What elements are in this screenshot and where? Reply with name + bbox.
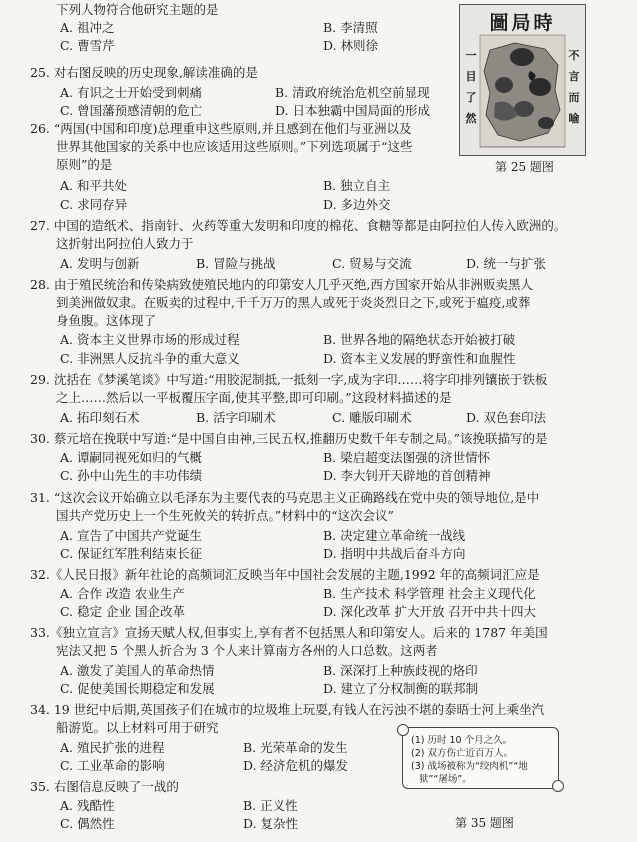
q28-option-d: D. 资本主义发展的野蛮性和血腥性 xyxy=(323,351,516,366)
q35-figure-item-3a: (3) 战场被称为“绞肉机”“地 xyxy=(411,761,528,772)
q30-option-a: A. 谭嗣同视死如归的气概 xyxy=(60,450,202,465)
q35-figure-item-1: (1) 历时 10 个月之久。 xyxy=(411,735,513,746)
q30-option-c: C. 孙中山先生的丰功伟绩 xyxy=(60,468,203,483)
q35-figure-item-2: (2) 双方伤亡近百万人。 xyxy=(411,748,513,759)
q27-option-b: B. 冒险与挑战 xyxy=(196,256,276,271)
q33-line-2: 宪法又把 5 个黑人折合为 3 个人来计算南方各州的人口总数。这两者 xyxy=(56,643,438,658)
q34-option-c: C. 工业革命的影响 xyxy=(60,758,165,773)
q26-line-1: 26. “两国(中国和印度)总理重申这些原则,并且感到在他们与亚洲以及 xyxy=(30,121,412,136)
q31-option-c: C. 保证红军胜利结束长征 xyxy=(60,546,203,561)
q27-option-d: D. 统一与扩张 xyxy=(466,256,547,271)
q32-option-c: C. 稳定 企业 国企改革 xyxy=(60,604,186,619)
q33-line-1: 33.《独立宣言》宣扬天赋人权,但事实上,享有者不包括黑人和印第安人。后来的 1787 年美国 xyxy=(30,625,548,640)
q29-option-a: A. 拓印刻石术 xyxy=(60,410,140,425)
q29-option-b: B. 活字印刷术 xyxy=(196,410,276,425)
q25-figure-illustration xyxy=(460,5,585,155)
q26-option-b: B. 独立自主 xyxy=(323,178,391,193)
q32-option-b: B. 生产技术 科学管理 社会主义现代化 xyxy=(323,586,536,601)
q26-line-2: 世界其他国家的关系中也应该适用这些原则。”下列选项属于“这些 xyxy=(56,139,413,154)
q35-figure-caption: 第 35 题图 xyxy=(455,816,514,830)
q35-option-a: A. 残酷性 xyxy=(60,798,115,813)
q27-option-a: A. 发明与创新 xyxy=(60,256,140,271)
q28-option-a: A. 资本主义世界市场的形成过程 xyxy=(60,332,240,347)
q28-line-1: 28. 由于殖民统治和传染病致使殖民地内的印第安人几乎灭绝,西方国家开始从非洲贩卖黑人 xyxy=(30,277,533,292)
q31-option-d: D. 指明中共战后奋斗方向 xyxy=(323,546,466,561)
scroll-curl-top-left xyxy=(397,724,409,736)
q25-option-b: B. 清政府统治危机空前显现 xyxy=(275,85,430,100)
q31-option-b: B. 决定建立革命统一战线 xyxy=(323,528,466,543)
q34-line-2: 船游览。以上材料可用于研究 xyxy=(56,720,219,735)
q25-stem: 25. 对右图反映的历史现象,解读准确的是 xyxy=(30,65,258,80)
q34-line-1: 34. 19 世纪中后期,英国孩子们在城市的垃圾堆上玩耍,有钱人在污浊不堪的泰晤士河上乘坐汽 xyxy=(30,702,545,717)
q24-option-c: C. 曹雪芹 xyxy=(60,38,115,53)
q24-option-a: A. 祖冲之 xyxy=(60,20,115,35)
q31-line-2: 国共产党历史上一个生死攸关的转折点。”材料中的“这次会议” xyxy=(56,508,394,523)
q33-option-a: A. 激发了美国人的革命热情 xyxy=(60,663,215,678)
q25-option-c: C. 曾国藩预感清朝的危亡 xyxy=(60,103,203,118)
q28-line-3: 身鱼腹。这体现了 xyxy=(56,313,157,328)
q28-option-b: B. 世界各地的隔绝状态开始被打破 xyxy=(323,332,516,347)
q28-option-c: C. 非洲黑人反抗斗争的重大意义 xyxy=(60,351,240,366)
scroll-curl-bottom-right xyxy=(552,780,564,792)
q32-option-a: A. 合作 改造 农业生产 xyxy=(60,586,185,601)
q35-line-1: 35. 右图信息反映了一战的 xyxy=(30,779,179,794)
q31-line-1: 31. “这次会议开始确立以毛泽东为主要代表的马克思主义正确路线在党中央的领导地位,是中 xyxy=(30,490,540,505)
q26-line-3: 原则”的是 xyxy=(56,157,113,172)
q25-figure-left-text: 一 目 了 然 xyxy=(465,49,477,125)
q25-figure-caption: 第 25 题图 xyxy=(495,160,554,174)
q35-figure-scroll xyxy=(402,727,559,789)
q33-option-d: D. 建立了分权制衡的联邦制 xyxy=(323,681,479,696)
q29-option-c: C. 雕版印刷术 xyxy=(332,410,412,425)
q34-option-d: D. 经济危机的爆发 xyxy=(243,758,349,773)
q29-line-2: 之上……然后以一平板覆压字面,使其平整,即可印刷。”这段材料描述的是 xyxy=(56,390,452,405)
q27-line-1: 27. 中国的造纸术、指南针、火药等重大发明和印度的棉花、食糖等都是由阿拉伯人传入欧洲的。 xyxy=(30,218,567,233)
q24-stem: 下列人物符合他研究主题的是 xyxy=(56,2,219,17)
q25-option-d: D. 日本独霸中国局面的形成 xyxy=(275,103,431,118)
q26-option-a: A. 和平共处 xyxy=(60,178,127,193)
q29-line-1: 29. 沈括在《梦溪笔谈》中写道:“用胶泥制抵,一抵刻一字,成为字印……将字印排列镶嵌于铁板 xyxy=(30,372,548,387)
q34-option-b: B. 光荣革命的发生 xyxy=(243,740,348,755)
q27-line-2: 这折射出阿拉伯人致力于 xyxy=(56,236,194,251)
q30-option-b: B. 梁启超变法图强的济世情怀 xyxy=(323,450,491,465)
q35-figure-item-3b: 狱”“屠场”。 xyxy=(419,774,472,785)
q26-option-c: C. 求同存异 xyxy=(60,197,128,212)
q25-figure-title: 圖局時 xyxy=(489,12,556,34)
q35-option-c: C. 偶然性 xyxy=(60,816,115,831)
q35-option-b: B. 正义性 xyxy=(243,798,298,813)
q28-line-2: 到美洲做奴隶。在贩卖的过程中,千千万万的黑人或死于炎炎烈日之下,或死于瘟疫,或葬 xyxy=(56,295,531,310)
q34-option-a: A. 殖民扩张的进程 xyxy=(60,740,165,755)
q26-option-d: D. 多边外交 xyxy=(323,197,391,212)
q30-line-1: 30. 蔡元培在挽联中写道:“是中国自由神,三民五权,推翻历史数千年专制之局。”该挽联描写的是 xyxy=(30,431,548,446)
q29-option-d: D. 双色套印法 xyxy=(466,410,547,425)
q33-option-c: C. 促使美国长期稳定和发展 xyxy=(60,681,215,696)
q27-option-c: C. 贸易与交流 xyxy=(332,256,412,271)
q31-option-a: A. 宣告了中国共产党诞生 xyxy=(60,528,202,543)
q25-figure-shijutu xyxy=(459,4,586,156)
q24-option-b: B. 李清照 xyxy=(323,20,378,35)
q24-option-d: D. 林则徐 xyxy=(323,38,379,53)
q25-figure-right-text: 不 言 而 喻 xyxy=(568,49,580,125)
q30-option-d: D. 李大钊开天辟地的首创精神 xyxy=(323,468,491,483)
q32-line-1: 32.《人民日报》新年社论的高频词汇反映当年中国社会发展的主题,1992 年的高频词汇应是 xyxy=(30,567,540,582)
q35-option-d: D. 复杂性 xyxy=(243,816,299,831)
q33-option-b: B. 深深打上种族歧视的烙印 xyxy=(323,663,478,678)
q32-option-d: D. 深化改革 扩大开放 召开中共十四大 xyxy=(323,604,536,619)
q25-option-a: A. 有识之士开始受到刺痛 xyxy=(60,85,202,100)
